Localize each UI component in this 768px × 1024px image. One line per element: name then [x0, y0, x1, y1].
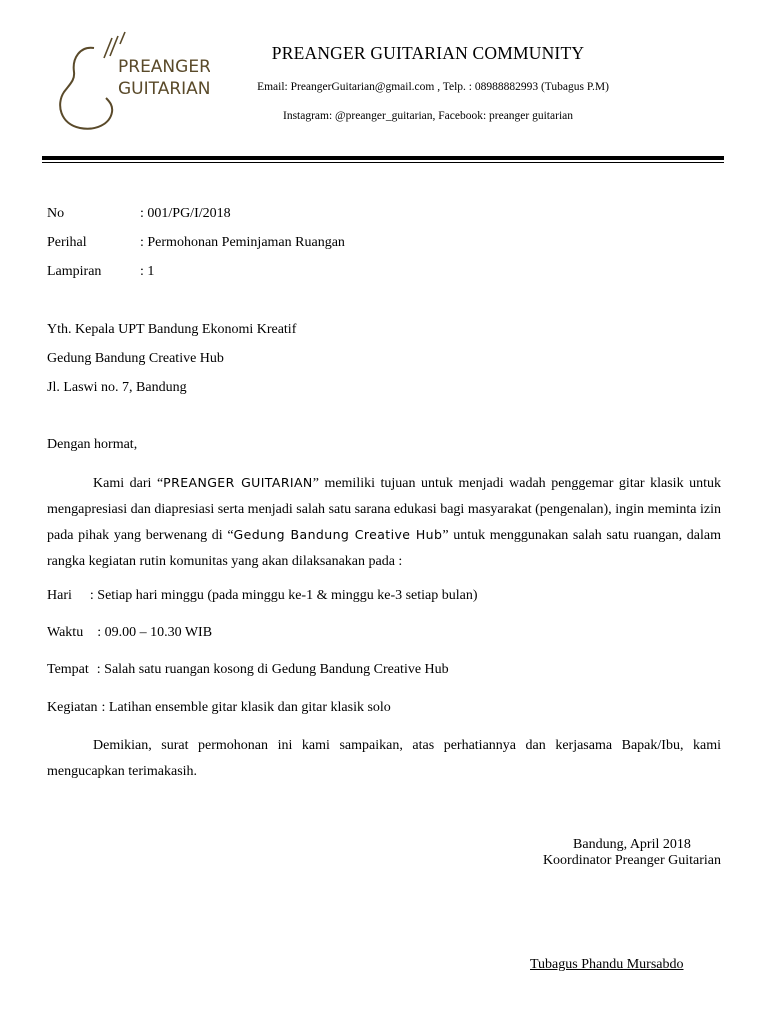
- meta-value: : 001/PG/I/2018: [140, 206, 231, 221]
- recipient-line: Jl. Laswi no. 7, Bandung: [47, 380, 187, 395]
- detail-time: Waktu : 09.00 – 10.30 WIB: [47, 625, 213, 640]
- guitar-logo-icon: [50, 28, 210, 138]
- meta-value: : 1: [140, 264, 155, 279]
- signature-block: [543, 837, 721, 869]
- body-paragraph: Kami dari “PREANGER GUITARIAN” memiliki tujuan untuk menjadi wadah penggemar gitar klasik untuk mengapresiasi dan diapresiasi serta menjadi salah satu sarana edukasi bagi masyarakat (pengenalan), ingin meminta izin pada pihak yang berwenang di “Gedung Bandung Creative Hub” untuk menggunakan salah satu ruangan, dalam rangka kegiatan rutin komunitas yang akan dilaksanakan pada :: [47, 475, 722, 569]
- social-line: Instagram: @preanger_guitarian, Facebook: preanger guitarian: [283, 110, 573, 122]
- org-name-highlight: PREANGER GUITARIAN: [163, 475, 313, 490]
- logo-text-line2: GUITARIAN: [118, 79, 210, 99]
- venue-name-highlight: Gedung Bandung Creative Hub: [233, 527, 443, 542]
- detail-activity: Kegiatan : Latihan ensemble gitar klasik dan gitar klasik solo: [47, 700, 391, 715]
- community-logo: [50, 28, 210, 138]
- meta-value: : Permohonan Peminjaman Ruangan: [140, 235, 345, 250]
- place-date: Bandung, April 2018: [573, 837, 691, 852]
- meta-key: Perihal: [47, 235, 87, 250]
- header-divider-thin: [42, 162, 724, 163]
- signer-name: Tubagus Phandu Mursabdo: [530, 957, 684, 972]
- logo-text-line1: PREANGER: [118, 57, 210, 77]
- signer-role: Koordinator Preanger Guitarian: [542, 853, 721, 868]
- closing-paragraph: Demikian, surat permohonan ini kami sampaikan, atas perhatiannya dan kerjasama Bapak/Ibu, kami mengucapkan terimakasih.: [47, 738, 721, 779]
- meta-key: No: [47, 206, 65, 221]
- recipient-line: Yth. Kepala UPT Bandung Ekonomi Kreatif: [47, 322, 297, 337]
- org-title: PREANGER GUITARIAN COMMUNITY: [271, 43, 585, 63]
- salutation: Dengan hormat,: [47, 437, 138, 452]
- meta-key: Lampiran: [47, 264, 102, 279]
- recipient-line: Gedung Bandung Creative Hub: [47, 351, 224, 366]
- detail-place: Tempat : Salah satu ruangan kosong di Gedung Bandung Creative Hub: [47, 662, 449, 677]
- contact-line: Email: PreangerGuitarian@gmail.com , Telp. : 08988882993 (Tubagus P.M): [257, 81, 609, 93]
- detail-day: Hari : Setiap hari minggu (pada minggu ke-1 & minggu ke-3 setiap bulan): [47, 588, 478, 603]
- header-divider-thick: [42, 156, 724, 160]
